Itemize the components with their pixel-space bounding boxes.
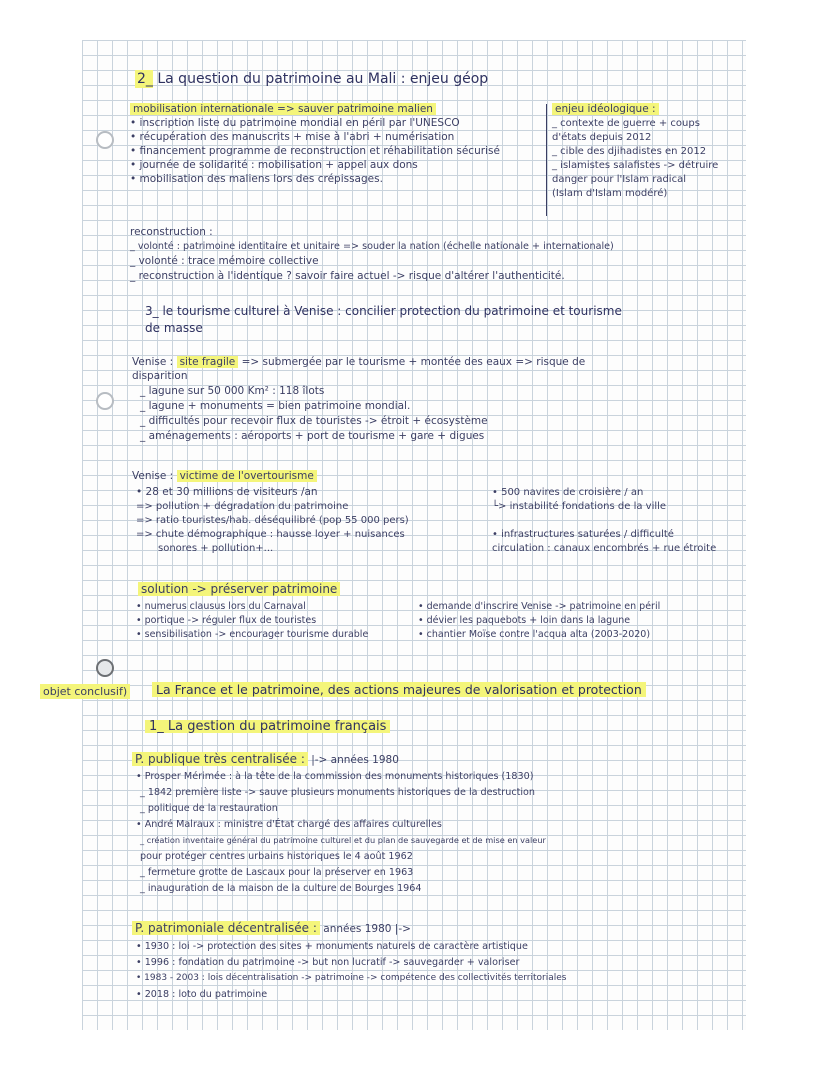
overtourisme-highlight: victime de l'overtourisme: [177, 470, 317, 482]
objet-title: La France et le patrimoine, des actions majeures de valorisation et protection: [152, 682, 646, 697]
list-item: _ politique de la restauration: [140, 803, 278, 814]
list-item: _ inauguration de la maison de la culture de Bourges 1964: [140, 883, 422, 894]
list-item: • Prosper Mérimée : à la tête de la commission des monuments historiques (1830): [136, 771, 534, 782]
list-item: danger pour l'Islam radical: [552, 174, 686, 185]
phase-date: années 1980 |->: [323, 923, 411, 935]
list-item: • 1996 : fondation du patrimoine -> but non lucratif -> sauvegarder + valoriser: [136, 957, 520, 968]
list-item: _ 1842 première liste -> sauve plusieurs monuments historiques de la destruction: [140, 787, 535, 798]
centralised-heading: P. publique très centralisée :: [132, 752, 308, 766]
list-item: • portique -> réguler flux de touristes: [136, 615, 317, 626]
venise-rest: => submergée par le tourisme + montée des eaux => risque de: [241, 356, 586, 368]
list-item: _ lagune sur 50 000 Km² : 118 îlots: [140, 385, 325, 397]
list-item: pour protéger centres urbains historiques le 4 août 1962: [140, 851, 413, 862]
list-item: • inscription liste du patrimoine mondial en péril par l'UNESCO: [130, 117, 460, 129]
list-item: • journée de solidarité : mobilisation + appel aux dons: [130, 159, 418, 171]
binder-hole: [96, 392, 114, 410]
list-item: _ reconstruction à l'identique ? savoir faire actuel -> risque d'altérer l'authenticité.: [130, 270, 565, 282]
list-item: • André Malraux : ministre d'État chargé des affaires culturelles: [136, 819, 442, 830]
list-item: _ volonté : trace mémoire collective: [130, 255, 319, 267]
list-item: • 28 et 30 millions de visiteurs /an: [136, 486, 318, 498]
list-item: (Islam d'Islam modéré): [552, 188, 668, 199]
list-item: • sensibilisation -> encourager tourisme durable: [136, 629, 369, 640]
list-item: _ islamistes salafistes -> détruire: [552, 160, 719, 171]
binder-hole: [96, 659, 114, 677]
venise-label: Venise :: [132, 356, 174, 368]
list-item: • 500 navires de croisière / an: [492, 487, 644, 498]
list-item: • demande d'inscrire Venise -> patrimoine en péril: [418, 601, 661, 612]
venise-rest-cont: disparition: [132, 370, 188, 382]
list-item: • numerus clausus lors du Carnaval: [136, 601, 306, 612]
mobilisation-heading: mobilisation internationale => sauver patrimoine malien: [130, 103, 436, 115]
list-item: _ lagune + monuments = bien patrimoine mondial.: [140, 400, 411, 412]
list-item: d'états depuis 2012: [552, 132, 652, 143]
list-item: • 2018 : loto du patrimoine: [136, 989, 268, 1000]
list-item: => pollution + dégradation du patrimoine: [136, 501, 349, 512]
list-item: _ contexte de guerre + coups: [552, 118, 700, 129]
binder-hole: [96, 131, 114, 149]
list-item: _ volonté : patrimoine identitaire et unitaire => souder la nation (échelle nationale + internationale): [130, 241, 614, 252]
list-item: • récupération des manuscrits + mise à l'abri + numérisation: [130, 131, 455, 143]
list-item: sonores + pollution+...: [158, 543, 274, 554]
reconstruction-label: reconstruction :: [130, 226, 213, 238]
fragile-highlight: site fragile: [177, 356, 239, 368]
column-divider: [546, 104, 547, 216]
list-item: _ aménagements : aéroports + port de tourisme + gare + digues: [140, 430, 485, 442]
venise-label: Venise :: [132, 470, 174, 482]
list-item: • mobilisation des maliens lors des crépissages.: [130, 173, 383, 185]
list-item: _ cible des djihadistes en 2012: [552, 146, 707, 157]
section-title: 3_ le tourisme culturel à Venise : concilier protection du patrimoine et tourisme: [145, 304, 622, 318]
section-title: 2_ La question du patrimoine au Mali : enjeu géop: [137, 71, 489, 87]
phase-date: |-> années 1980: [311, 754, 399, 766]
list-item: • financement programme de reconstruction et réhabilitation sécurisé: [130, 145, 500, 157]
ideology-heading: enjeu idéologique :: [552, 103, 659, 115]
list-item: => ratio touristes/hab. déséquilibré (pop 55 000 pers): [136, 515, 409, 526]
list-item: circulation : canaux encombrés + rue étroite: [492, 543, 717, 554]
list-item: • 1983 - 2003 : lois décentralisation -> patrimoine -> compétence des collectivités territoriales: [136, 973, 567, 983]
objet-tag: objet conclusif): [40, 684, 130, 699]
decentralised-heading: P. patrimoniale décentralisée :: [132, 921, 320, 935]
section-title-cont: de masse: [145, 321, 203, 335]
list-item: _ création inventaire général du patrimoine culturel et du plan de sauvegarde et de mise en valeur: [140, 835, 546, 845]
list-item: • dévier les paquebots + loin dans la lagune: [418, 615, 631, 626]
list-item: _ fermeture grotte de Lascaux pour la préserver en 1963: [140, 867, 414, 878]
list-item: • chantier Moïse contre l'acqua alta (2003-2020): [418, 629, 651, 640]
list-item: _ difficultés pour recevoir flux de touristes -> étroit + écosystème: [140, 415, 488, 427]
list-item: └> instabilité fondations de la ville: [492, 501, 667, 512]
solution-heading: solution -> préserver patrimoine: [138, 582, 340, 596]
list-item: • infrastructures saturées / difficulté: [492, 529, 674, 540]
list-item: => chute démographique : hausse loyer + nuisances: [136, 529, 405, 540]
list-item: • 1930 : loi -> protection des sites + monuments naturels de caractère artistique: [136, 941, 528, 952]
section-title: 1_ La gestion du patrimoine français: [145, 720, 390, 733]
